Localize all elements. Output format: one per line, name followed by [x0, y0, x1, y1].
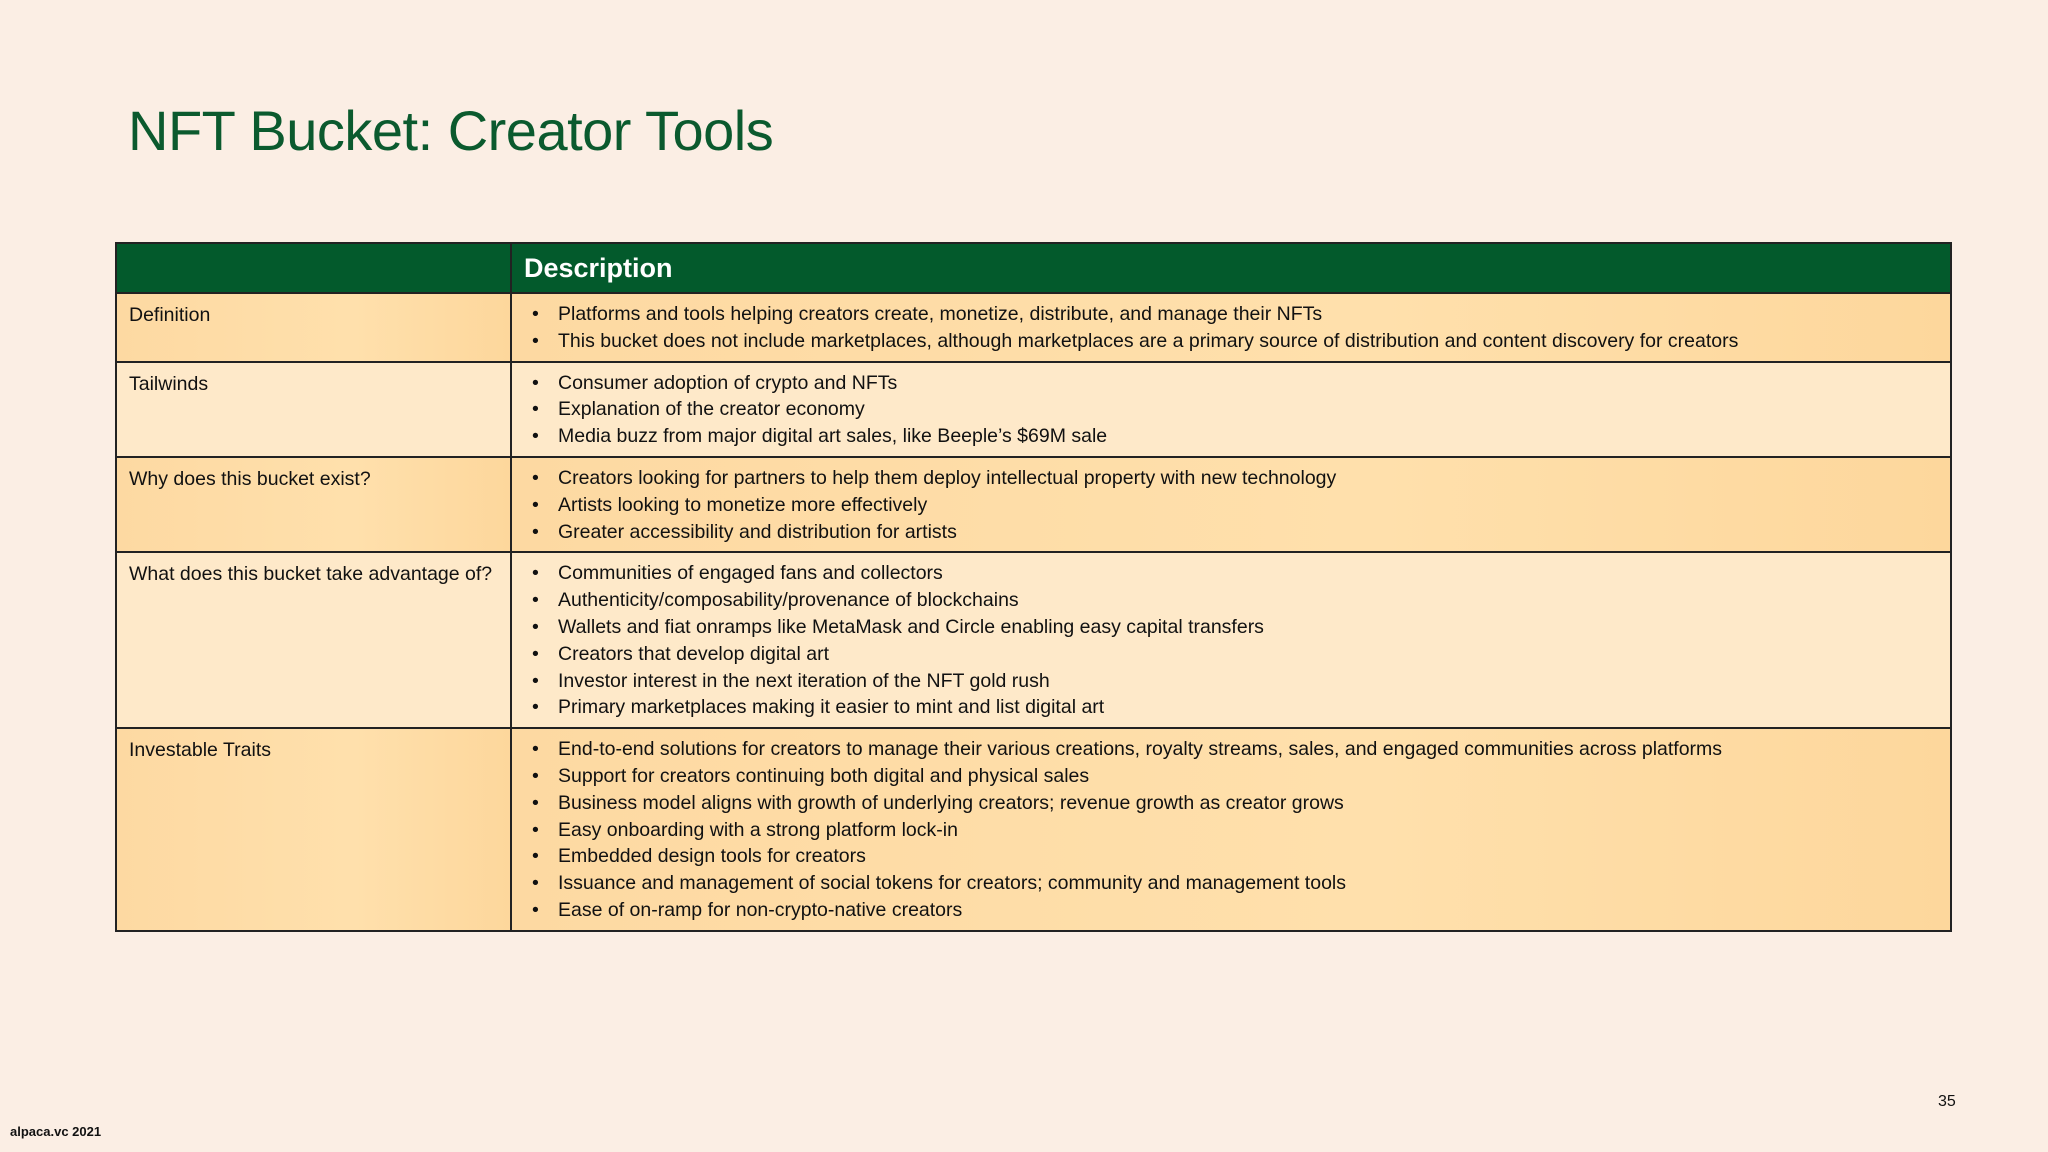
bullet-item: • Primary marketplaces making it easier to mint and list digital art	[522, 694, 1938, 721]
bullet-item: • Artists looking to monetize more effectively	[522, 492, 1938, 519]
bullet-item: • Platforms and tools helping creators create, monetize, distribute, and manage their NFTs	[522, 301, 1938, 328]
header-description-cell: Description	[511, 243, 1951, 293]
bullet-item: • Consumer adoption of crypto and NFTs	[522, 370, 1938, 397]
bullet-item: • Explanation of the creator economy	[522, 396, 1938, 423]
bullet-item: • This bucket does not include marketplaces, although marketplaces are a primary source of distribution and content discovery for creators	[522, 328, 1938, 355]
bullet-item: • Creators looking for partners to help them deploy intellectual property with new technology	[522, 465, 1938, 492]
footer-brand: alpaca.vc 2021	[10, 1124, 102, 1139]
bullet-list	[522, 465, 1938, 545]
row-description	[511, 457, 1951, 552]
table-row	[116, 293, 1951, 362]
bucket-table-container	[115, 242, 1950, 932]
row-label: Why does this bucket exist?	[116, 457, 511, 552]
bullet-list	[522, 370, 1938, 450]
bullet-list	[522, 301, 1938, 355]
page-number: 35	[1938, 1093, 1956, 1110]
bullet-item: • Media buzz from major digital art sales, like Beeple’s $69M sale	[522, 423, 1938, 450]
row-description	[511, 728, 1951, 931]
table-row	[116, 457, 1951, 552]
row-label: Tailwinds	[116, 362, 511, 457]
bullet-item: • Greater accessibility and distribution for artists	[522, 519, 1938, 546]
bullet-item: • Wallets and fiat onramps like MetaMask and Circle enabling easy capital transfers	[522, 614, 1938, 641]
bullet-item: • Authenticity/composability/provenance of blockchains	[522, 587, 1938, 614]
bucket-table	[115, 242, 1952, 932]
table-row	[116, 728, 1951, 931]
bullet-item: • Issuance and management of social tokens for creators; community and management tools	[522, 870, 1938, 897]
row-label: Definition	[116, 293, 511, 362]
bullet-item: • Ease of on-ramp for non-crypto-native creators	[522, 897, 1938, 924]
bullet-item: • Business model aligns with growth of underlying creators; revenue growth as creator grows	[522, 790, 1938, 817]
row-description	[511, 293, 1951, 362]
bullet-item: • Communities of engaged fans and collectors	[522, 560, 1938, 587]
table-body	[116, 293, 1951, 931]
bullet-list	[522, 736, 1938, 924]
bullet-list	[522, 560, 1938, 721]
row-label: What does this bucket take advantage of?	[116, 552, 511, 728]
table-row	[116, 552, 1951, 728]
bullet-item: • End-to-end solutions for creators to manage their various creations, royalty streams, sales, and engaged communities across platforms	[522, 736, 1938, 763]
slide-title: NFT Bucket: Creator Tools	[128, 99, 774, 162]
row-label: Investable Traits	[116, 728, 511, 931]
row-description	[511, 552, 1951, 728]
table-header-row	[116, 243, 1951, 293]
bullet-item: • Creators that develop digital art	[522, 641, 1938, 668]
row-description	[511, 362, 1951, 457]
bullet-item: • Easy onboarding with a strong platform lock-in	[522, 817, 1938, 844]
table-row	[116, 362, 1951, 457]
bullet-item: • Embedded design tools for creators	[522, 843, 1938, 870]
header-label-cell	[116, 243, 511, 293]
bullet-item: • Support for creators continuing both digital and physical sales	[522, 763, 1938, 790]
bullet-item: • Investor interest in the next iteration of the NFT gold rush	[522, 668, 1938, 695]
